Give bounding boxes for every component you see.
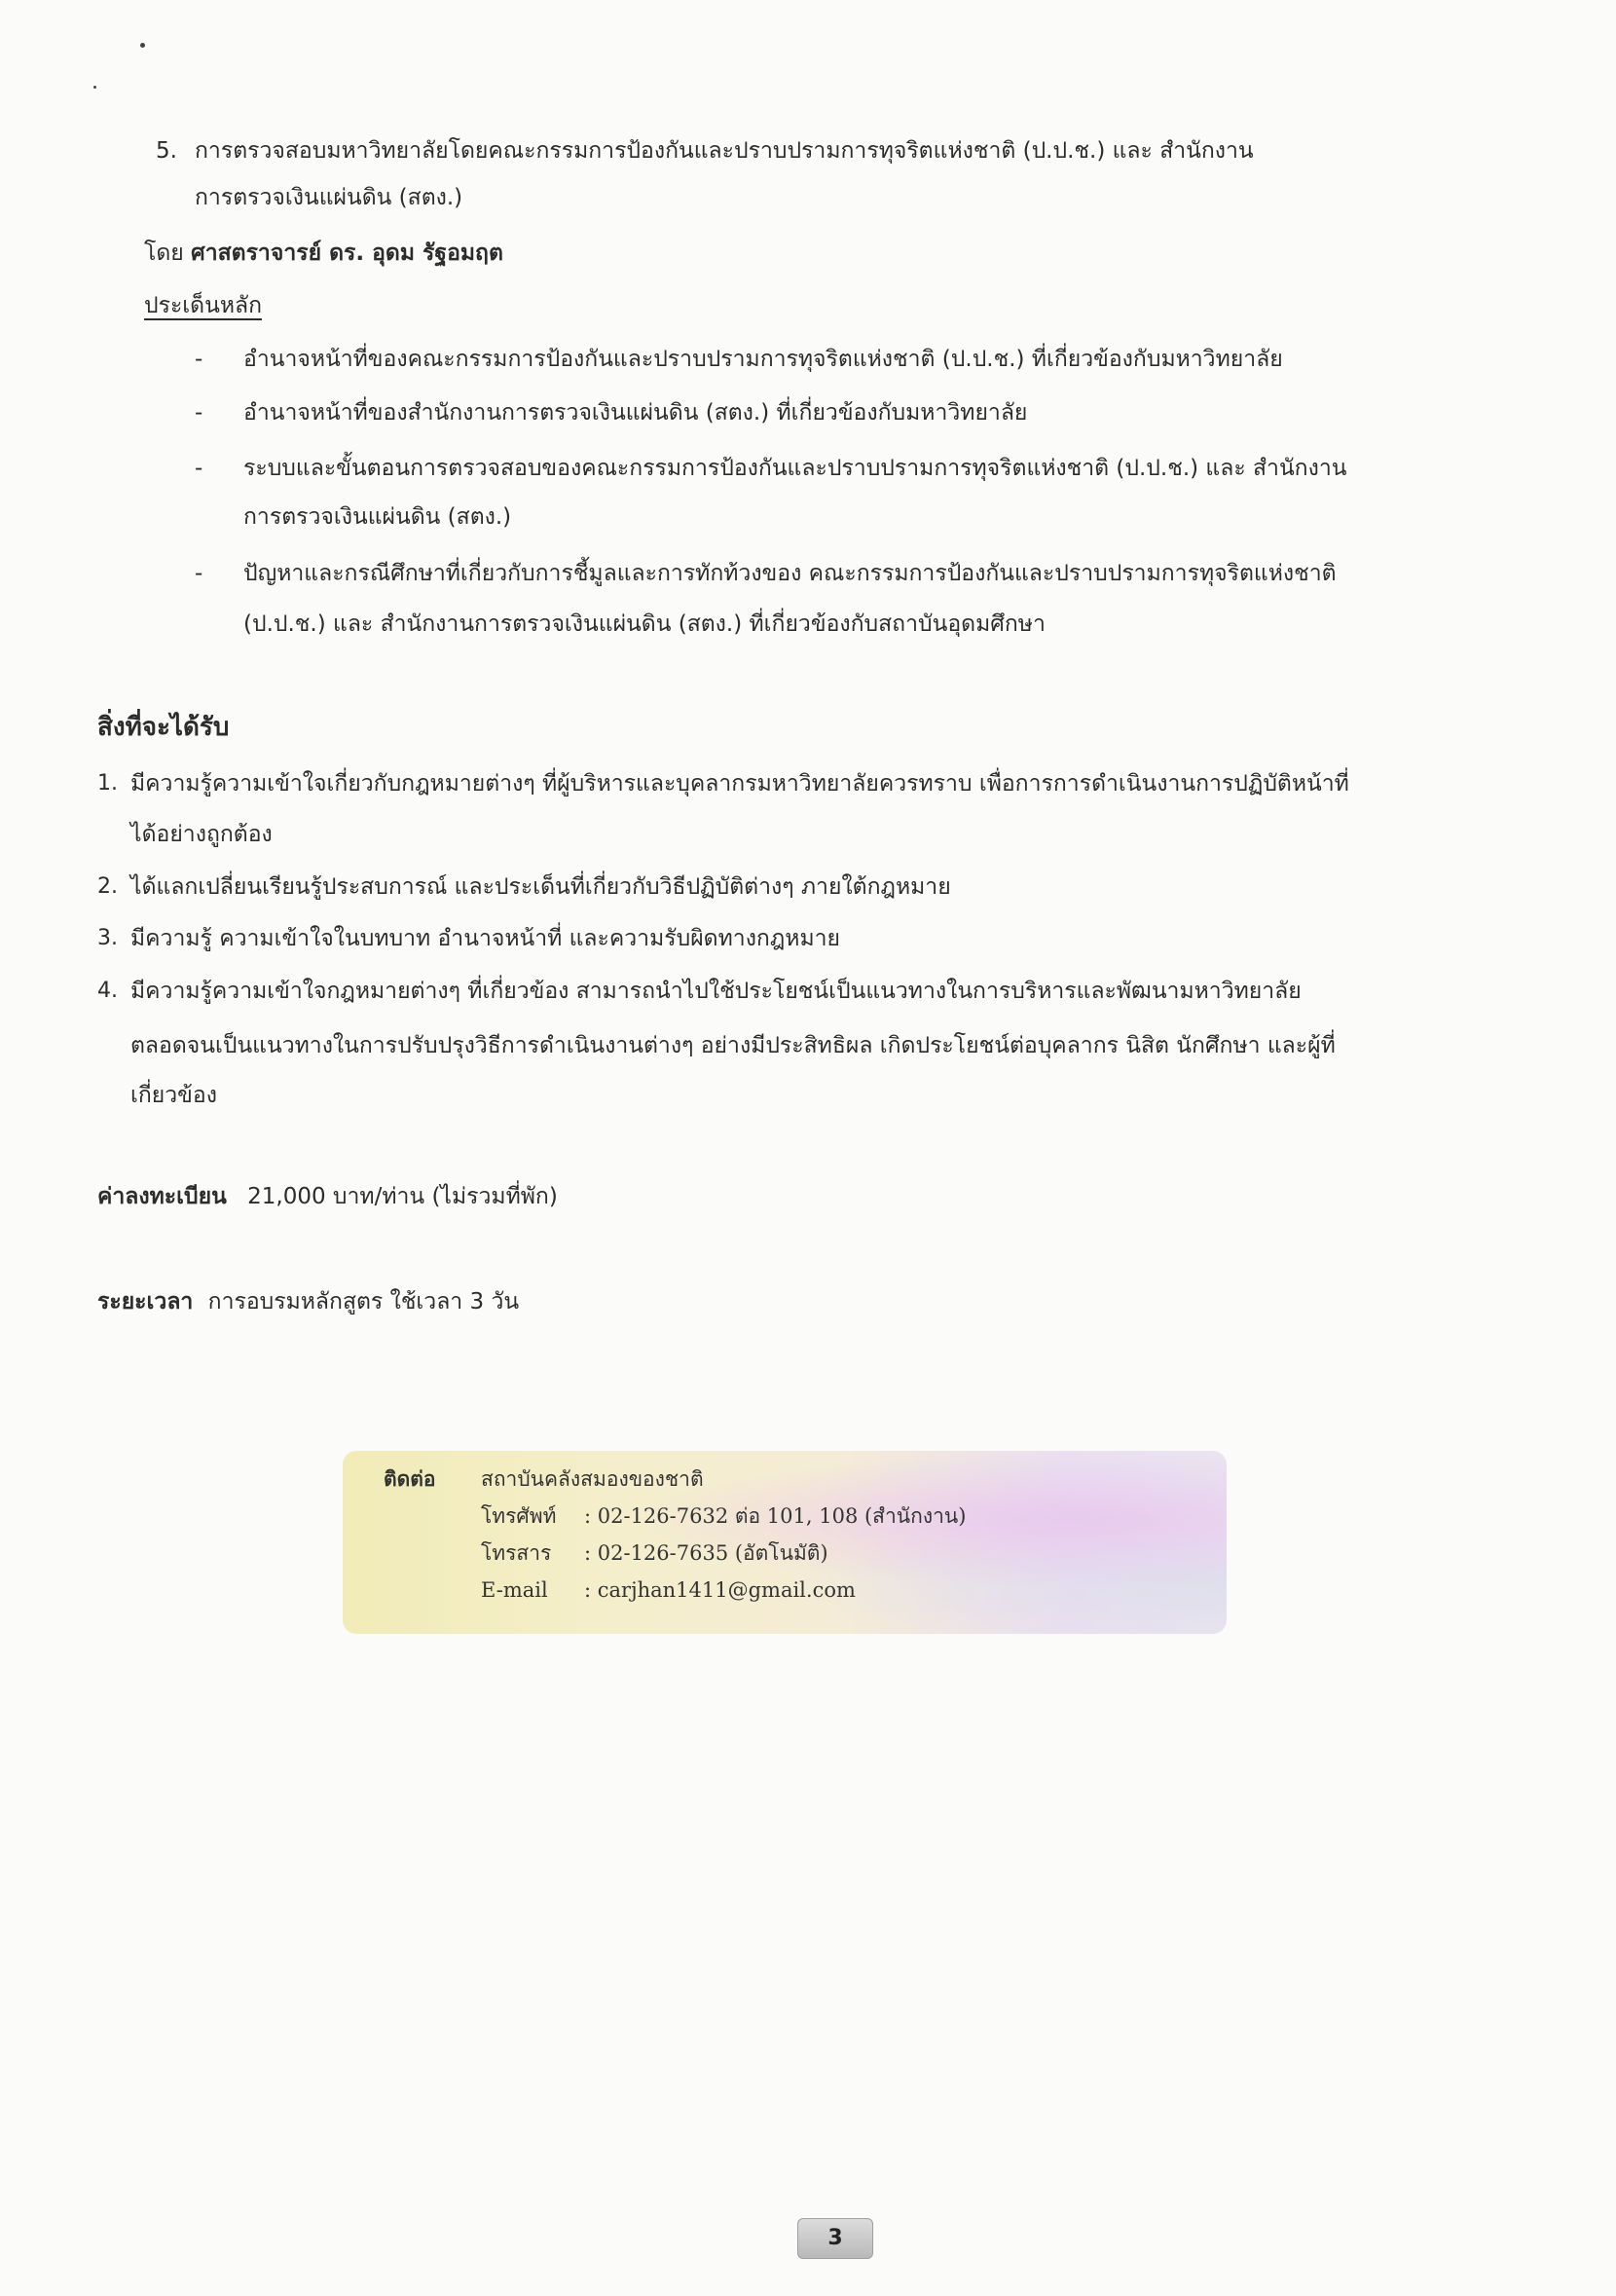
page-number: 3 — [797, 2218, 873, 2259]
speaker-name: ศาสตราจารย์ ดร. อุดม รัฐอมฤต — [191, 241, 503, 266]
speaker-prefix: โดย — [144, 241, 184, 266]
duration-value: การอบรมหลักสูตร ใช้เวลา 3 วัน — [207, 1289, 520, 1315]
bullet-marker: - — [195, 347, 203, 372]
benefit-number: 3. — [97, 926, 118, 950]
contact-phone-label: โทรศัพท์ — [481, 1504, 557, 1528]
duration-label: ระยะเวลา — [97, 1289, 194, 1315]
contact-phone: : 02-126-7632 ต่อ 101, 108 (สำนักงาน) — [584, 1504, 967, 1528]
benefit-3-line-1: มีความรู้ ความเข้าใจในบทบาท อำนาจหน้าที่ และความรับผิดทางกฎหมาย — [130, 926, 841, 951]
bullet-1-line-1: อำนาจหน้าที่ของคณะกรรมการป้องกันและปราบปรามการทุจริตแห่งชาติ (ป.ป.ช.) ที่เกี่ยวข้องกับมหาวิทยาลัย — [243, 347, 1283, 372]
speaker-line — [144, 237, 503, 270]
contact-fax-label: โทรสาร — [481, 1541, 552, 1565]
bullet-3-line-2: การตรวจเงินแผ่นดิน (สตง.) — [243, 504, 512, 530]
contact-email-label: E-mail — [481, 1578, 548, 1602]
section-number: 5. — [156, 138, 177, 164]
duration-line — [97, 1285, 519, 1318]
benefit-1-line-1: มีความรู้ความเข้าใจเกี่ยวกับกฎหมายต่างๆ ที่ผู้บริหารและบุคลากรมหาวิทยาลัยควรทราบ เพื่อการการดำเนินงานการปฏิบัติหน้าที่ — [130, 771, 1349, 796]
contact-box — [343, 1451, 1227, 1634]
bullet-marker: - — [195, 400, 203, 426]
bullet-3-line-1: ระบบและขั้นตอนการตรวจสอบของคณะกรรมการป้องกันและปราบปรามการทุจริตแห่งชาติ (ป.ป.ช.) และ สำนักงาน — [243, 456, 1347, 481]
fee-line — [97, 1180, 558, 1213]
benefit-4-line-3: เกี่ยวข้อง — [130, 1083, 217, 1108]
bullet-marker: - — [195, 561, 203, 586]
benefit-4-line-2: ตลอดจนเป็นแนวทางในการปรับปรุงวิธีการดำเนินงานต่างๆ อย่างมีประสิทธิผล เกิดประโยชน์ต่อบุคลากร นิสิต นักศึกษา และผู้ที่ — [130, 1033, 1336, 1058]
contact-organization: สถาบันคลังสมองของชาติ — [481, 1467, 704, 1491]
bullet-4-line-1: ปัญหาและกรณีศึกษาที่เกี่ยวกับการชี้มูลและการทักท้วงของ คณะกรรมการป้องกันและปราบปรามการทุจริตแห่งชาติ — [243, 561, 1337, 586]
scan-speck — [93, 86, 96, 89]
contact-label: ติดต่อ — [384, 1466, 436, 1491]
benefit-1-line-2: ได้อย่างถูกต้อง — [130, 822, 273, 847]
scan-speck — [140, 43, 145, 48]
benefit-number: 2. — [97, 874, 118, 899]
bullet-4-line-2: (ป.ป.ช.) และ สำนักงานการตรวจเงินแผ่นดิน (สตง.) ที่เกี่ยวข้องกับสถาบันอุดมศึกษา — [243, 611, 1046, 637]
section-title-line-1: การตรวจสอบมหาวิทยาลัยโดยคณะกรรมการป้องกันและปราบปรามการทุจริตแห่งชาติ (ป.ป.ช.) และ สำนักงาน — [195, 138, 1254, 164]
benefit-number: 4. — [97, 979, 118, 1003]
contact-email: : carjhan1411@gmail.com — [584, 1578, 856, 1602]
benefit-number: 1. — [97, 771, 118, 796]
fee-label: ค่าลงทะเบียน — [97, 1184, 227, 1209]
key-issues-heading: ประเด็นหลัก — [144, 293, 263, 318]
contact-fax: : 02-126-7635 (อัตโนมัติ) — [584, 1541, 828, 1565]
benefit-4-line-1: มีความรู้ความเข้าใจกฎหมายต่างๆ ที่เกี่ยวข้อง สามารถนำไปใช้ประโยชน์เป็นแนวทางในการบริหารและพัฒนามหาวิทยาลัย — [130, 979, 1302, 1004]
bullet-marker: - — [195, 456, 203, 481]
bullet-2-line-1: อำนาจหน้าที่ของสำนักงานการตรวจเงินแผ่นดิน (สตง.) ที่เกี่ยวข้องกับมหาวิทยาลัย — [243, 400, 1028, 426]
benefits-heading: สิ่งที่จะได้รับ — [97, 713, 230, 742]
fee-value: 21,000 บาท/ท่าน (ไม่รวมที่พัก) — [247, 1184, 558, 1209]
section-title-line-2: การตรวจเงินแผ่นดิน (สตง.) — [195, 185, 463, 210]
benefit-2-line-1: ได้แลกเปลี่ยนเรียนรู้ประสบการณ์ และประเด็นที่เกี่ยวกับวิธีปฏิบัติต่างๆ ภายใต้กฎหมาย — [130, 874, 951, 900]
